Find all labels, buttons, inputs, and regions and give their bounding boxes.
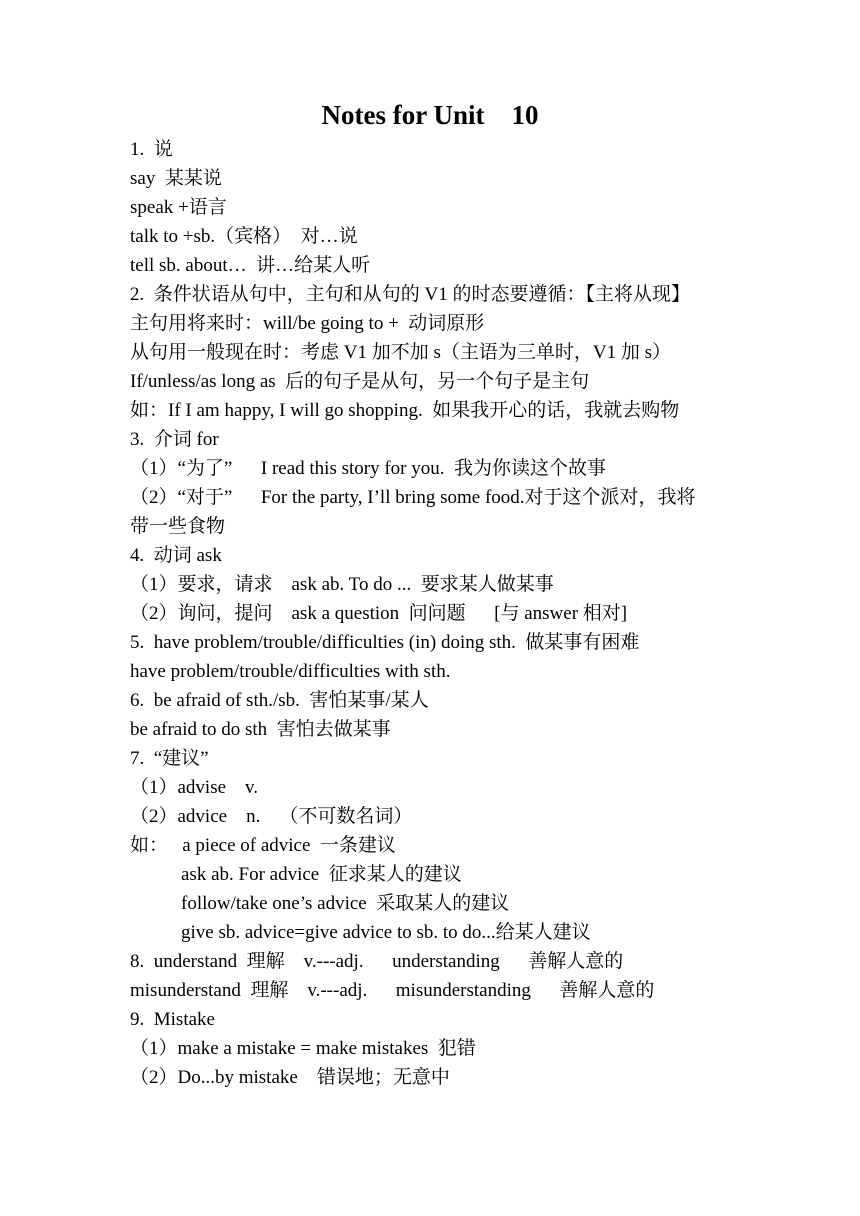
note-line: tell sb. about… 讲…给某人听 — [130, 255, 371, 276]
note-line: give sb. advice=give advice to sb. to do...给某人建议 — [181, 922, 591, 943]
note-line: follow/take one’s advice 采取某人的建议 — [181, 893, 510, 914]
note-line: （1）advise v. — [130, 777, 259, 798]
note-line: speak +语言 — [130, 197, 227, 218]
note-line: 6. be afraid of sth./sb. 害怕某事/某人 — [130, 690, 429, 711]
note-line: 主句用将来时：will/be going to + 动词原形 — [130, 313, 485, 334]
note-line: be afraid to do sth 害怕去做某事 — [130, 719, 391, 740]
note-line: 9. Mistake — [130, 1009, 215, 1030]
note-line: 1. 说 — [130, 139, 173, 160]
note-line: （2）“对于” For the party, I’ll bring some food.对于这个派对，我将 — [130, 487, 696, 508]
page-title: Notes for Unit 10 — [321, 100, 539, 130]
note-line: misunderstand 理解 v.---adj. misunderstanding 善解人意的 — [130, 980, 655, 1001]
note-line: say 某某说 — [130, 168, 222, 189]
note-line: have problem/trouble/difficulties with sth. — [130, 661, 451, 682]
note-line: 2. 条件状语从句中，主句和从句的 V1 的时态要遵循：【主将从现】 — [130, 284, 690, 305]
note-line: （2）询问，提问 ask a question 问问题 [与 answer 相对] — [130, 603, 628, 624]
note-line: 如：If I am happy, I will go shopping. 如果我开心的话，我就去购物 — [130, 400, 680, 421]
note-line: （2）advice n. （不可数名词） — [130, 806, 413, 827]
note-line: 如： a piece of advice 一条建议 — [130, 835, 396, 856]
notes-body — [130, 135, 740, 1092]
note-line: 7. “建议” — [130, 748, 209, 769]
note-line: （1）要求，请求 ask ab. To do ... 要求某人做某事 — [130, 574, 554, 595]
note-line: 带一些食物 — [130, 516, 226, 537]
note-line: （2）Do...by mistake 错误地；无意中 — [130, 1067, 450, 1088]
note-line: If/unless/as long as 后的句子是从句，另一个句子是主句 — [130, 371, 590, 392]
note-line: 5. have problem/trouble/difficulties (in) doing sth. 做某事有困难 — [130, 632, 640, 653]
note-line: talk to +sb.（宾格） 对…说 — [130, 226, 358, 247]
note-line: 从句用一般现在时：考虑 V1 加不加 s（主语为三单时，V1 加 s） — [130, 342, 671, 363]
note-line: ask ab. For advice 征求某人的建议 — [181, 864, 462, 885]
note-line: 4. 动词 ask — [130, 545, 222, 566]
note-line: 3. 介词 for — [130, 429, 219, 450]
note-line: （1）make a mistake = make mistakes 犯错 — [130, 1038, 476, 1059]
note-line: （1）“为了” I read this story for you. 我为你读这个故事 — [130, 458, 606, 479]
note-line: 8. understand 理解 v.---adj. understanding 善解人意的 — [130, 951, 624, 972]
